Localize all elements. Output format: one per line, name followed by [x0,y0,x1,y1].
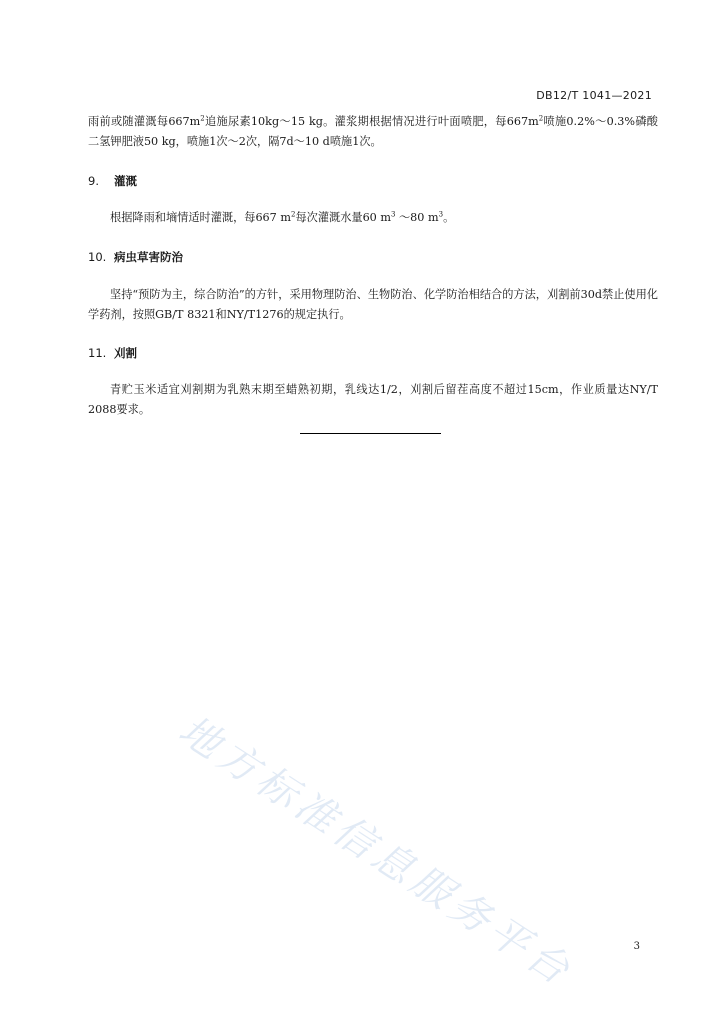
section-title: 病虫草害防治 [114,250,183,264]
unit-superscript: 2 [200,114,205,123]
continuation-text-1c: 喷施0.2%～0.3% [543,115,636,128]
continuation-text-1b: 追施尿素10kg～15 kg。灌浆期根据情况进行叶面喷肥，每667m [204,115,539,128]
end-of-text-rule [300,433,441,434]
fertilization-continuation [88,112,658,152]
watermark: 地方标准信息服务平台 [170,707,582,997]
section-heading-harvest [88,345,137,361]
document-code: DB12/T 1041—2021 [536,89,652,102]
section-number: 10. [88,250,107,264]
unit-superscript: 2 [538,114,544,123]
unit-superscript: 2 [290,210,296,219]
section-heading-irrigation [88,173,137,189]
harvest-paragraph: 青贮玉米适宜刈割期为乳熟末期至蜡熟初期，乳线达1/2，刈割后留茬高度不超过15cm，作业质量达NY/T 2088要求。 [88,383,658,416]
section-number: 9. [88,174,99,188]
page-number: 3 [633,941,640,952]
irrigation-text-c: ～80 m [395,211,439,224]
irrigation-text-a: 根据降雨和墒情适时灌溉，每667 m [110,211,291,224]
continuation-text-2: 磷酸二氢钾肥液50 kg，喷施1次～2次，隔7d～10 d喷施1次。 [88,115,658,148]
section-title: 刈割 [114,346,137,360]
pest-control-paragraph: 坚持“预防为主，综合防治”的方针，采用物理防治、生物防治、化学防治相结合的方法，刈割前30d禁止使用化学药剂，按照GB/T 8321和NY/T1276的规定执行。 [88,288,658,321]
continuation-text-1a: 雨前或随灌溉每667m [88,115,201,128]
irrigation-text-d: 。 [443,211,455,224]
unit-superscript: 3 [438,210,444,219]
irrigation-paragraph [88,208,658,228]
section-title: 灌溉 [114,174,137,188]
section-number: 11. [88,346,107,360]
irrigation-text-b: 每次灌溉水量60 m [295,211,391,224]
unit-superscript: 3 [390,210,396,219]
section-heading-pest-control [88,249,183,265]
